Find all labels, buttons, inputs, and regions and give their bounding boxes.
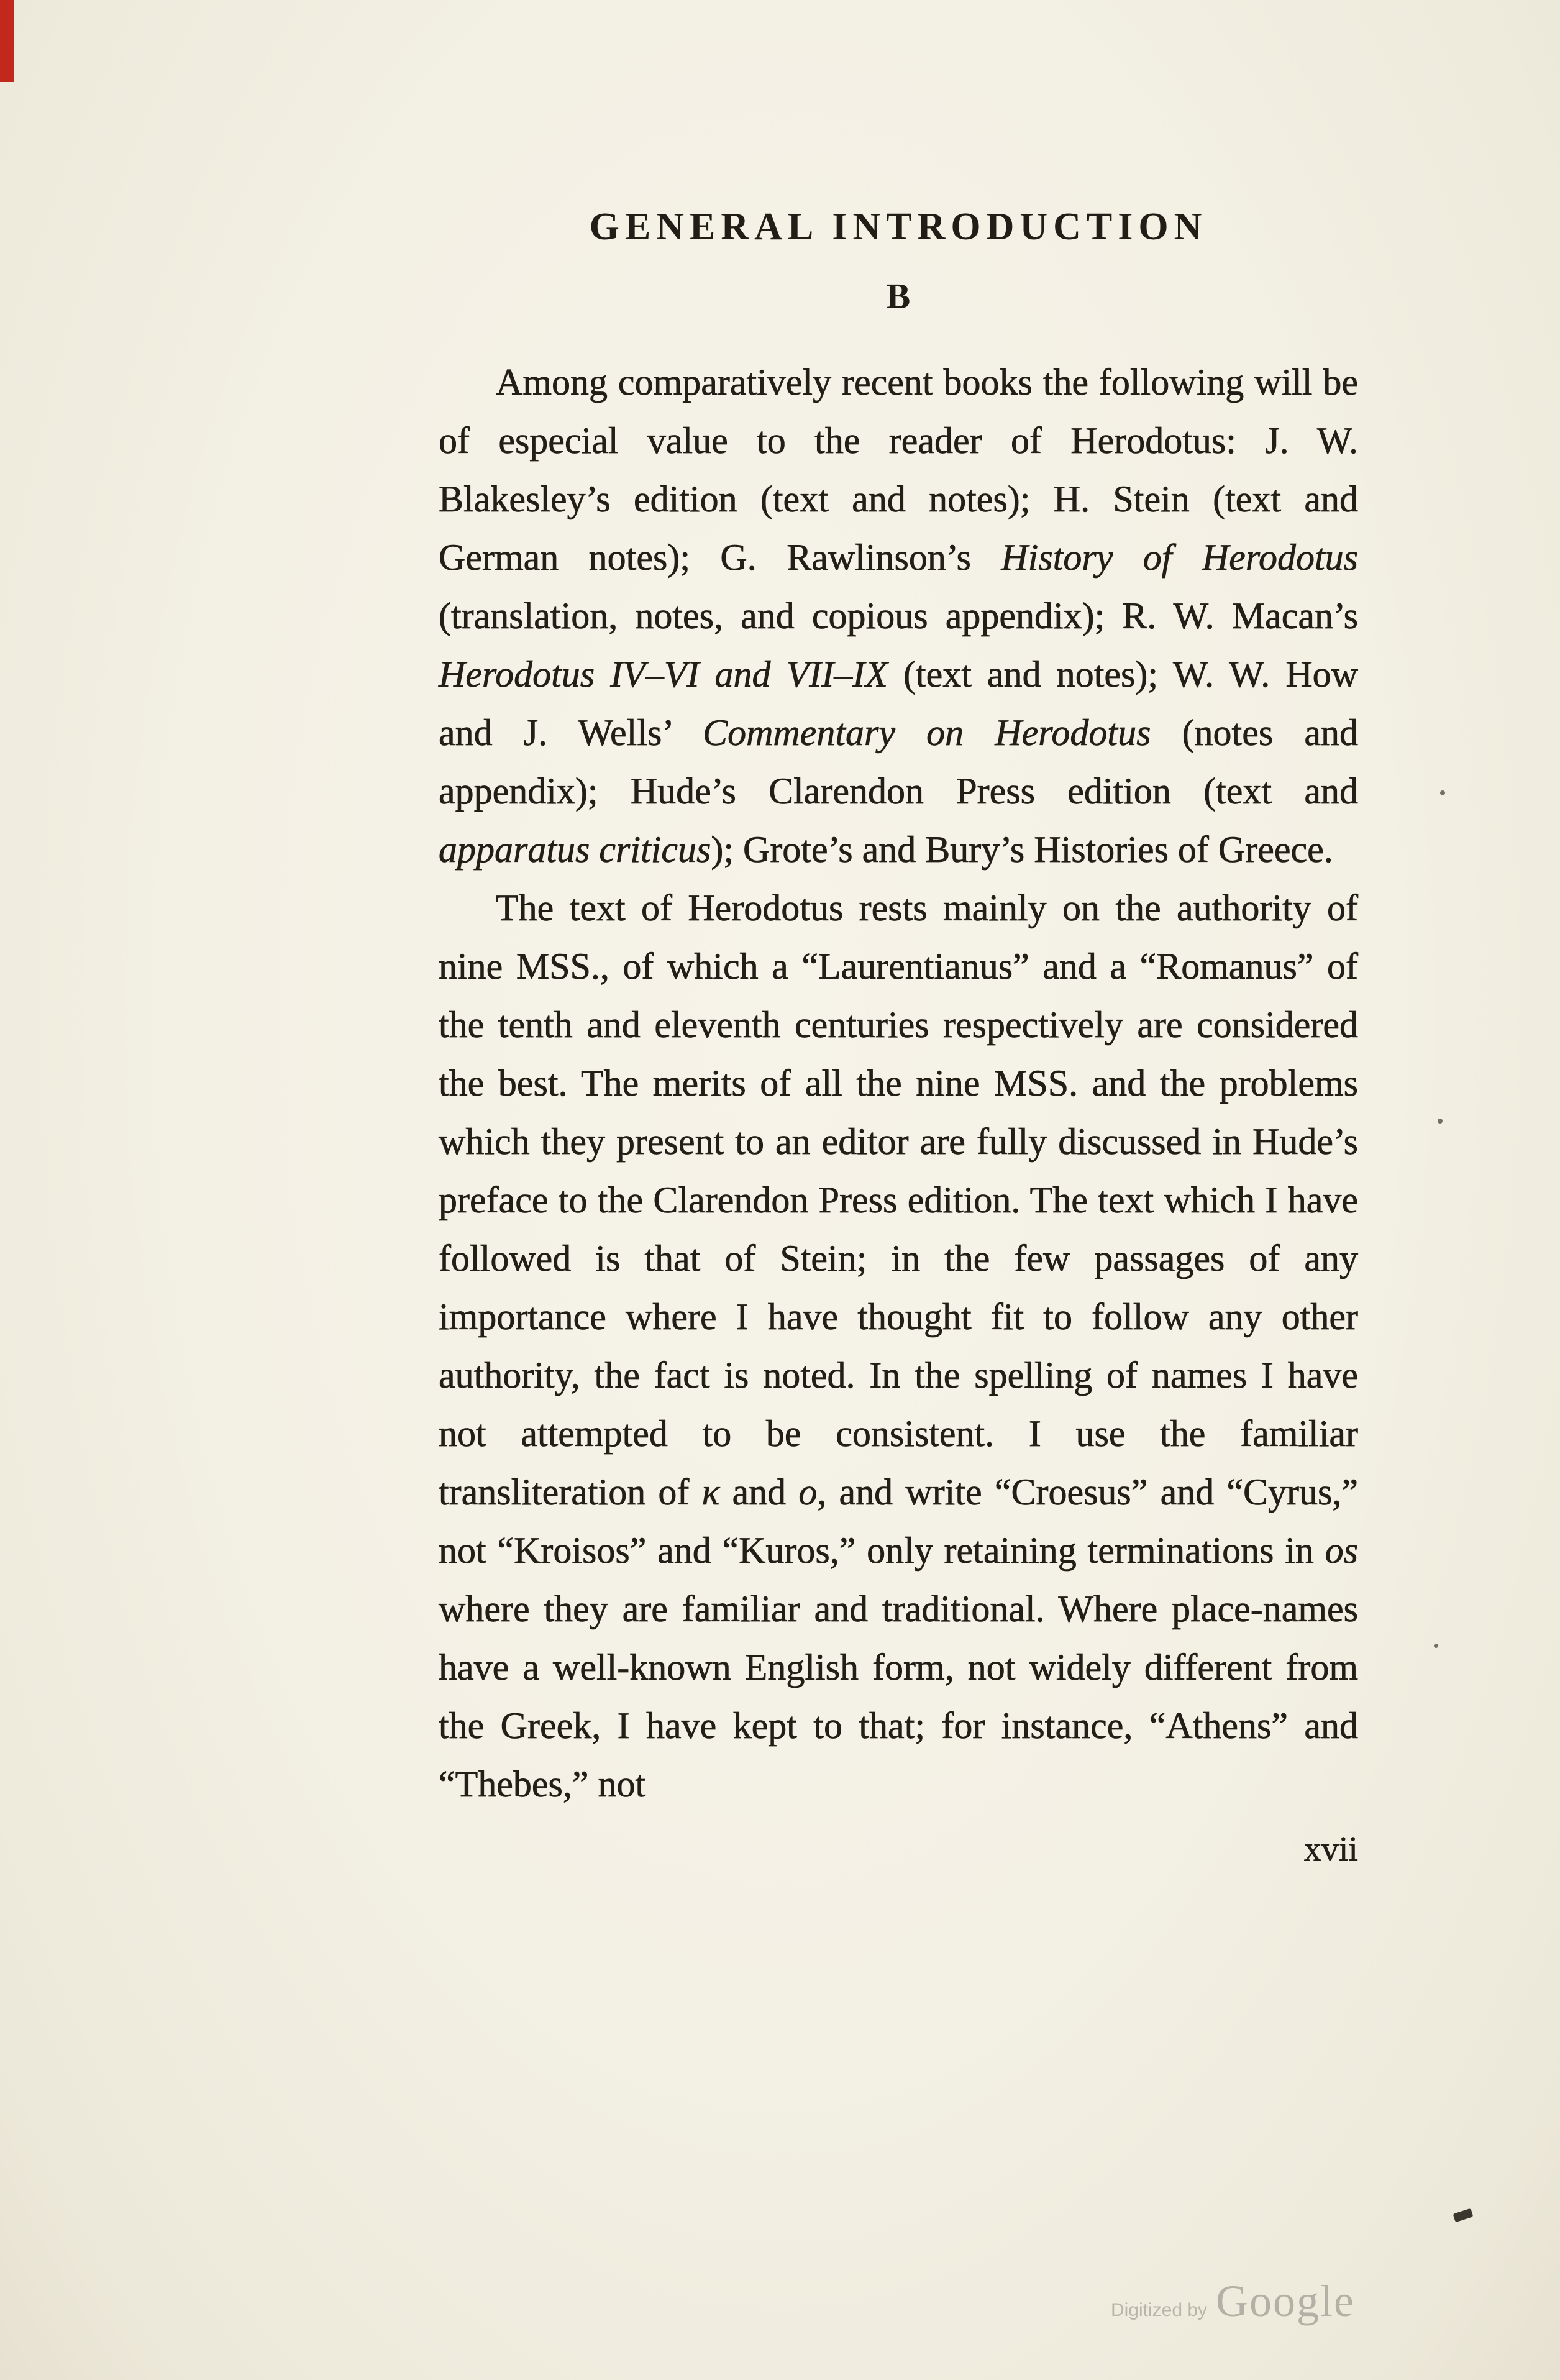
page-number: xvii bbox=[1303, 1830, 1358, 1869]
scan-speck bbox=[1438, 1119, 1443, 1124]
scan-speck bbox=[1434, 1644, 1438, 1648]
page-title: GENERAL INTRODUCTION bbox=[589, 206, 1208, 248]
text-block bbox=[439, 205, 1358, 1869]
scan-edge-mark bbox=[1453, 2208, 1474, 2223]
scan-speck bbox=[1440, 790, 1445, 795]
red-corner-mark bbox=[0, 0, 14, 82]
google-logo: Google bbox=[1216, 2276, 1355, 2326]
digitized-by-label: Digitized by bbox=[1110, 2300, 1208, 2320]
paragraph: The text of Herodotus rests mainly on the authority of nine MSS., of which a “Laurentianus” and a “Romanus” of the tenth and eleventh centuries respectively are considered the best. The merits of all the nine MSS. and the problems which they present to an editor are fully discussed in Hude’s preface to the Clarendon Press edition. The text which I have followed is that of Stein; in the few passages of any importance where I have thought fit to follow any other authority, the fact is noted. In the spelling of names I have not attempted to be consistent. I use the familiar transliteration of κ and o, and write “Croesus” and “Cyrus,” not “Kroisos” and “Kuros,” only retaining terminations in os where they are familiar and traditional. Where place-names have a well-known English form, not widely different from the Greek, I have kept to that; for instance, “Athens” and “Thebes,” not bbox=[439, 887, 1359, 1805]
section-heading: B bbox=[886, 276, 911, 316]
digitized-watermark bbox=[1111, 2276, 1355, 2327]
paragraph: Among comparatively recent books the following will be of especial value to the reader of Herodotus: J. W. Blakesley’s edition (text and notes); H. Stein (text and German notes); G. Rawlinson’s History of Herodotus (translation, notes, and copious appendix); R. W. Macan’s Herodotus IV–VI and VII–IX (text and notes); W. W. How and J. Wells’ Commentary on Herodotus (notes and appendix); Hude’s Clarendon Press edition (text and apparatus criticus); Grote’s and Bury’s Histories of Greece. bbox=[439, 362, 1359, 870]
